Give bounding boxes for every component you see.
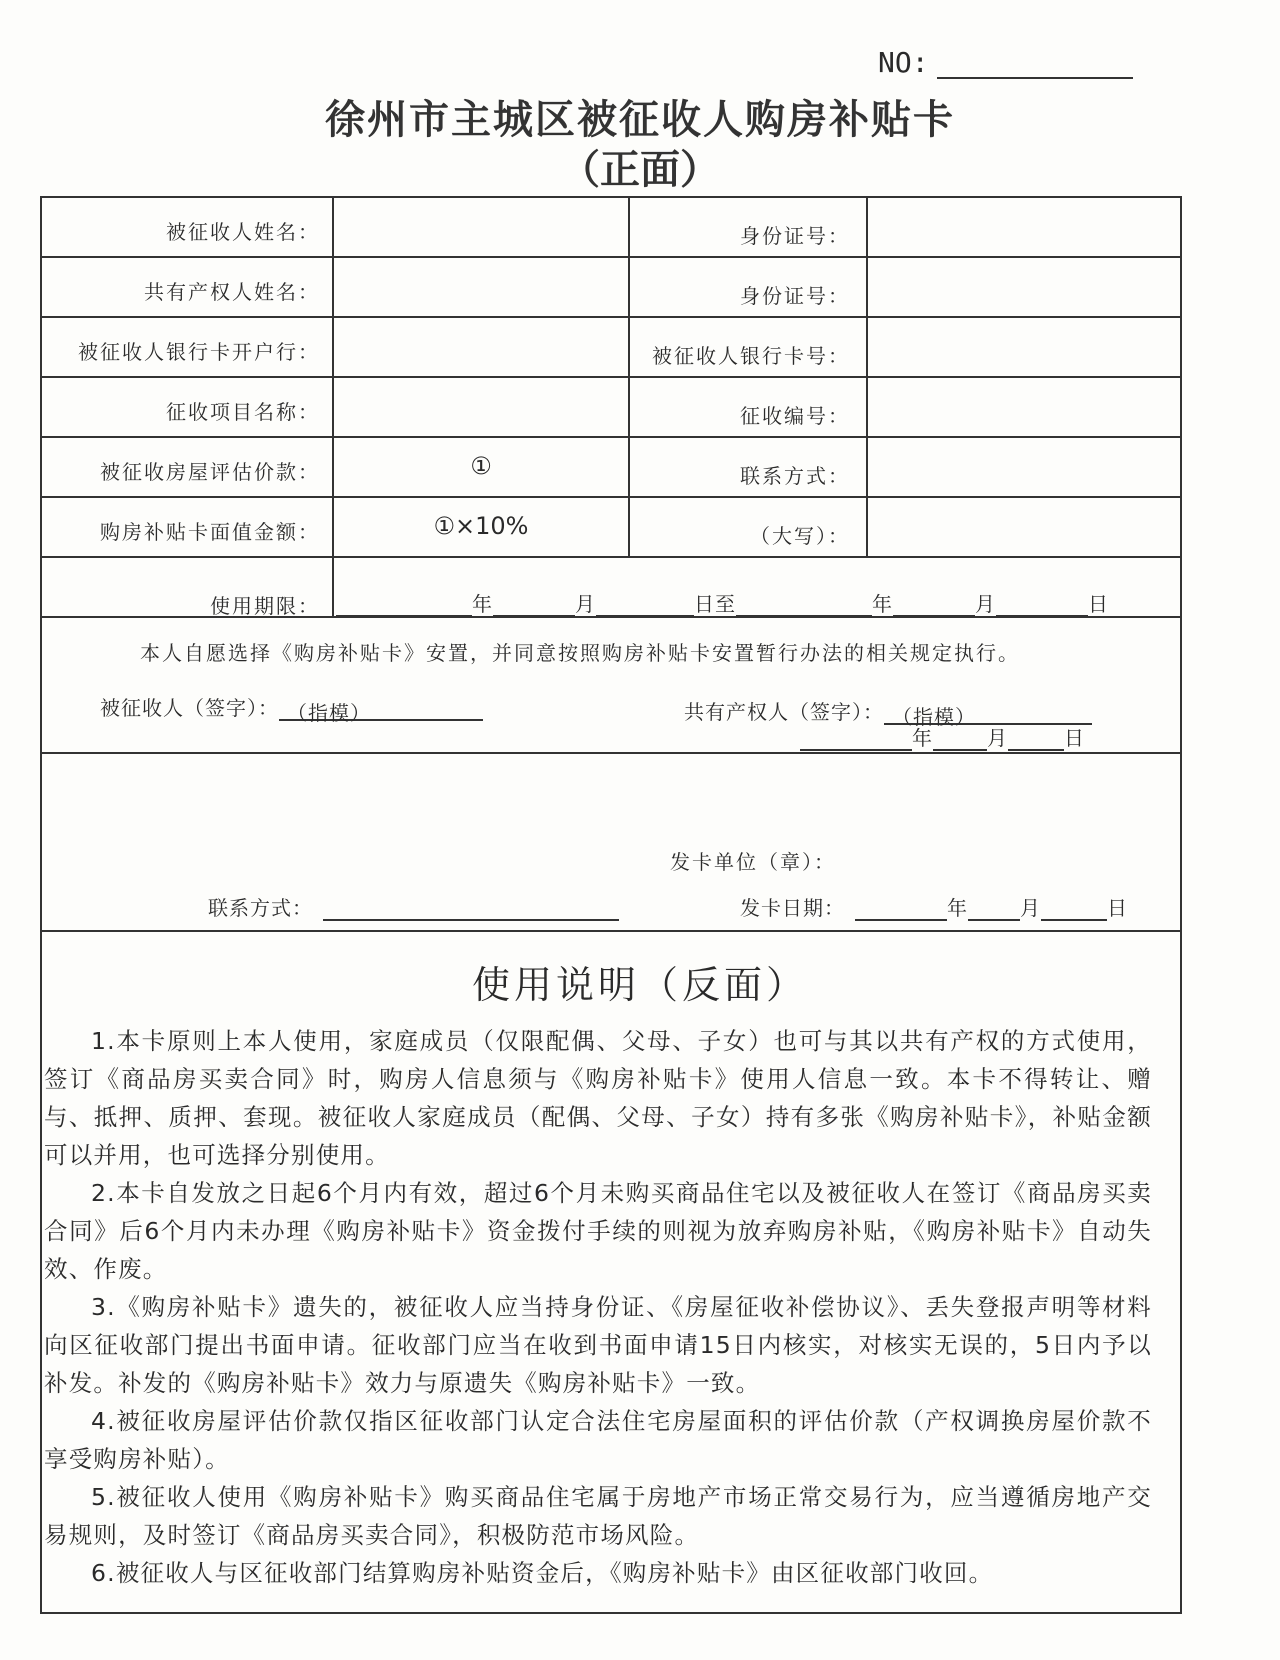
appraisal-price-field[interactable]: ① xyxy=(470,452,492,480)
grid-line xyxy=(40,436,1182,438)
validity-start-month-field[interactable] xyxy=(493,593,575,617)
validity-period xyxy=(336,588,1109,617)
coowner-name-field[interactable] xyxy=(334,272,628,312)
issue-day-field[interactable] xyxy=(1041,897,1107,921)
instruction-item: 1.本卡原则上本人使用，家庭成员（仅限配偶、父母、子女）也可与其以共有产权的方式使用，签订《商品房买卖合同》时，购房人信息须与《购房补贴卡》使用人信息一致。本卡不得转让、赠与、抵押、质押、套现。被征收人家庭成员（配偶、父母、子女）持有多张《购房补贴卡》，补贴金额可以并用，也可选择分别使用。 xyxy=(44,1027,1152,1169)
contact-label: 联系方式： xyxy=(740,464,850,488)
validity-start-day-field[interactable] xyxy=(596,593,694,617)
issue-date xyxy=(740,892,1128,921)
instruction-item: 5.被征收人使用《购房补贴卡》购买商品住宅属于房地产市场正常交易行为，应当遵循房地产交易规则，及时签订《商品房买卖合同》，积极防范市场风险。 xyxy=(44,1483,1152,1549)
bank-card-number-field[interactable] xyxy=(868,332,1182,372)
instruction-item: 3.《购房补贴卡》遗失的，被征收人应当持身份证、《房屋征收补偿协议》、丢失登报声明等材料向区征收部门提出书面申请。征收部门应当在收到书面申请15日内核实，对核实无误的，5日内予以补发。补发的《购房补贴卡》效力与原遗失《购房补贴卡》一致。 xyxy=(44,1293,1152,1397)
year-text: 年 xyxy=(912,726,933,750)
day-text: 日 xyxy=(1107,896,1128,920)
serial-number-label: NO: xyxy=(878,46,929,79)
day-text: 日 xyxy=(1088,592,1109,616)
holder-id-field[interactable] xyxy=(868,212,1182,252)
coowner-id-label: 身份证号： xyxy=(740,284,850,308)
issuer-unit-label: 发卡单位（章）： xyxy=(670,850,836,874)
year-text: 年 xyxy=(472,592,493,616)
project-number-label: 征收编号： xyxy=(740,404,850,428)
issuer-contact xyxy=(208,892,619,921)
holder-signature xyxy=(100,692,483,725)
holder-name-field[interactable] xyxy=(334,212,628,252)
declaration-day-field[interactable] xyxy=(1008,727,1064,751)
project-name-field[interactable] xyxy=(334,392,628,432)
day-text: 日 xyxy=(1064,726,1085,750)
declaration-month-field[interactable] xyxy=(933,727,987,751)
coowner-id-field[interactable] xyxy=(868,272,1182,312)
project-number-field[interactable] xyxy=(868,392,1182,432)
issue-date-label: 发卡日期： xyxy=(740,896,845,920)
document-title: 徐州市主城区被征收人购房补贴卡 xyxy=(325,97,955,143)
issuer-contact-field[interactable] xyxy=(323,897,619,921)
bank-branch-field[interactable] xyxy=(334,332,628,372)
year-text: 年 xyxy=(947,896,968,920)
project-name-label: 征收项目名称： xyxy=(166,400,320,424)
appraisal-price-label: 被征收房屋评估价款： xyxy=(100,460,320,484)
serial-number xyxy=(878,46,1133,79)
instruction-item: 6.被征收人与区征收部门结算购房补贴资金后，《购房补贴卡》由区征收部门收回。 xyxy=(91,1559,994,1587)
validity-start-year-field[interactable] xyxy=(336,593,472,617)
validity-end-year-field[interactable] xyxy=(736,593,872,617)
grid-line xyxy=(40,930,1182,932)
instructions-title: 使用说明（反面） xyxy=(471,963,808,1007)
holder-name-label: 被征收人姓名： xyxy=(166,220,320,244)
grid-line xyxy=(40,556,1182,558)
declaration-date xyxy=(800,722,1085,751)
face-value-uppercase-field[interactable] xyxy=(868,512,1182,552)
grid-line xyxy=(40,316,1182,318)
coowner-fingerprint-text: （指模） xyxy=(892,705,976,729)
grid-line xyxy=(40,752,1182,754)
instruction-item: 4.被征收房屋评估价款仅指区征收部门认定合法住宅房屋面积的评估价款（产权调换房屋价款不享受购房补贴）。 xyxy=(44,1407,1152,1473)
bank-card-number-label: 被征收人银行卡号： xyxy=(652,344,850,368)
declaration-year-field[interactable] xyxy=(800,727,912,751)
day-to-text: 日至 xyxy=(694,592,736,616)
month-text: 月 xyxy=(987,726,1008,750)
holder-signature-label: 被征收人（签字）： xyxy=(100,696,279,720)
face-value-uppercase-label: （大写）： xyxy=(750,524,850,548)
grid-line xyxy=(40,256,1182,258)
month-text: 月 xyxy=(975,592,996,616)
month-text: 月 xyxy=(575,592,596,616)
instructions-list xyxy=(44,1022,1152,1592)
instruction-item: 2.本卡自发放之日起6个月内有效，超过6个月未购买商品住宅以及被征收人在签订《商品房买卖合同》后6个月内未办理《购房补贴卡》资金拨付手续的则视为放弃购房补贴，《购房补贴卡》自动失效、作废。 xyxy=(44,1179,1152,1283)
issuer-contact-label: 联系方式： xyxy=(208,896,313,920)
month-text: 月 xyxy=(1020,896,1041,920)
contact-field[interactable] xyxy=(868,452,1182,492)
year-text: 年 xyxy=(872,592,893,616)
validity-end-month-field[interactable] xyxy=(893,593,975,617)
bank-branch-label: 被征收人银行卡开户行： xyxy=(78,340,320,364)
declaration-text: 本人自愿选择《购房补贴卡》安置，并同意按照购房补贴卡安置暂行办法的相关规定执行。 xyxy=(140,641,1020,665)
coowner-signature-label: 共有产权人（签字）： xyxy=(684,700,884,724)
serial-number-field[interactable] xyxy=(937,47,1133,79)
grid-line xyxy=(40,376,1182,378)
holder-signature-field[interactable] xyxy=(279,697,483,725)
holder-fingerprint-text: （指模） xyxy=(287,701,371,725)
face-value-label: 购房补贴卡面值金额： xyxy=(100,520,320,544)
document-subtitle: （正面） xyxy=(560,147,720,193)
coowner-name-label: 共有产权人姓名： xyxy=(144,280,320,304)
holder-id-label: 身份证号： xyxy=(740,224,850,248)
issue-year-field[interactable] xyxy=(855,897,947,921)
validity-label: 使用期限： xyxy=(210,594,320,618)
grid-line xyxy=(40,496,1182,498)
validity-end-day-field[interactable] xyxy=(996,593,1088,617)
coowner-signature xyxy=(684,696,1092,729)
issue-month-field[interactable] xyxy=(968,897,1020,921)
face-value-field[interactable]: ①×10% xyxy=(433,512,529,540)
